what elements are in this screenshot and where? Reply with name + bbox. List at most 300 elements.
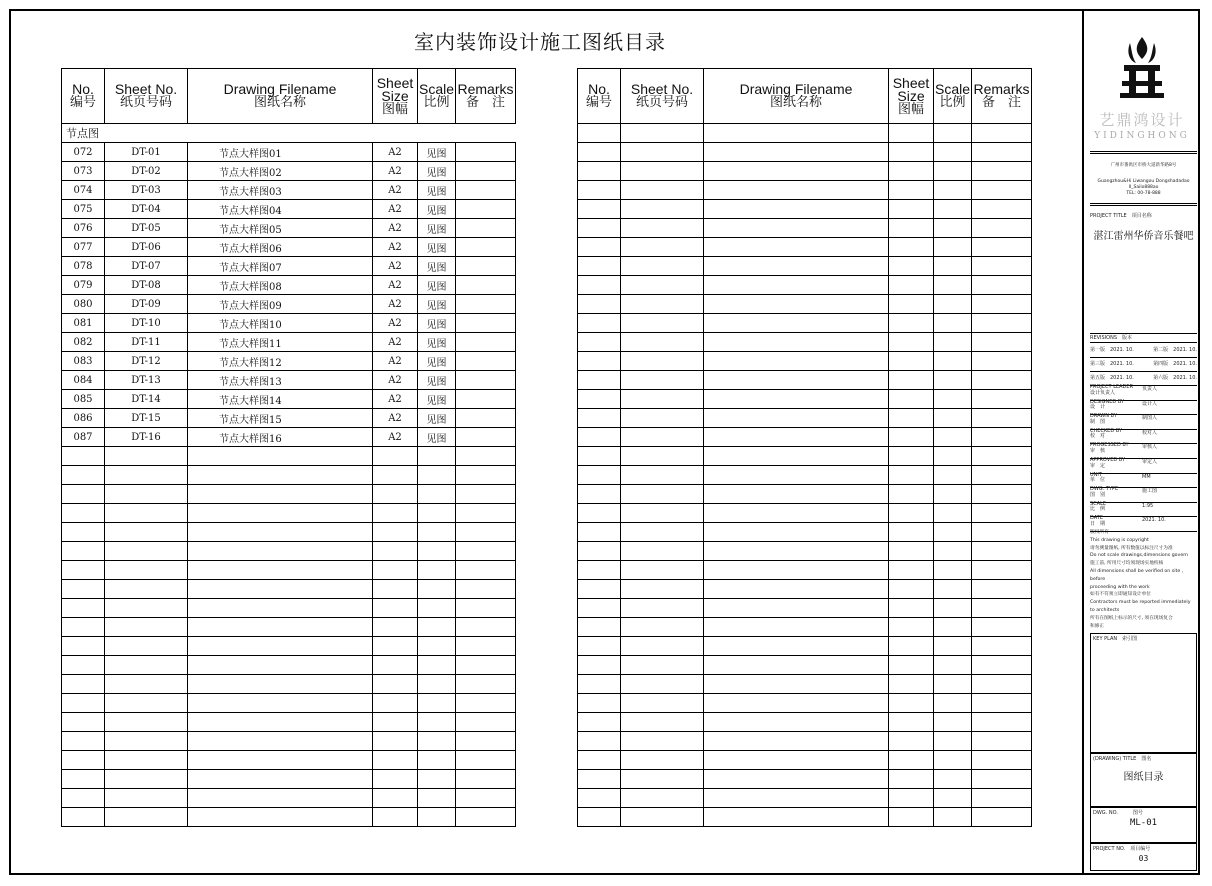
table-row <box>578 143 1032 162</box>
table-row <box>62 200 516 219</box>
cell-no <box>578 580 621 599</box>
cell-remarks <box>972 618 1032 637</box>
cell-sheet-no: DT-10 <box>105 314 188 333</box>
table-row <box>578 447 1032 466</box>
table-row <box>578 675 1032 694</box>
cell-sheet-size: A2 <box>373 143 418 162</box>
cell-scale: 见图 <box>418 428 456 447</box>
cell-no <box>578 637 621 656</box>
table-row <box>62 257 516 276</box>
col-scale-header: Scale 比例 <box>934 69 972 124</box>
cell-no <box>578 808 621 827</box>
cell-scale <box>418 447 456 466</box>
drawing-title-label: (DRAWING) TITLE 图名 <box>1093 756 1152 762</box>
cell-sheet-no <box>621 675 704 694</box>
cell-remarks <box>456 143 516 162</box>
cell-scale <box>934 675 972 694</box>
table-row <box>62 637 516 656</box>
table-row <box>62 181 516 200</box>
cell-scale <box>934 580 972 599</box>
field-label-en: DWG. TYPE <box>1090 486 1119 493</box>
cell-sheet-size <box>889 333 934 352</box>
table-header-row <box>578 69 1032 124</box>
cell-no <box>578 276 621 295</box>
cell-drawing-filename <box>704 219 889 238</box>
cell-sheet-size <box>373 447 418 466</box>
drawing-number-box <box>1090 807 1197 843</box>
company-name-cn: 艺鼎鸿设计 <box>1099 111 1185 129</box>
project-number-box <box>1090 843 1197 871</box>
key-plan-label: KEY PLAN 索引图 <box>1093 636 1138 642</box>
cell-sheet-no: DT-01 <box>105 143 188 162</box>
cell-sheet-no: DT-06 <box>105 238 188 257</box>
cell-scale: 见图 <box>418 276 456 295</box>
cell-remarks <box>972 295 1032 314</box>
cell-scale <box>418 580 456 599</box>
cell-remarks <box>456 637 516 656</box>
cell-no <box>578 618 621 637</box>
cell-remarks <box>972 561 1032 580</box>
cell-scale <box>934 542 972 561</box>
col-drawing-filename-header: Drawing Filename 图纸名称 <box>188 69 373 124</box>
cell-scale <box>934 656 972 675</box>
table-row <box>62 618 516 637</box>
cell-remarks <box>972 675 1032 694</box>
field-label-cn: 校 对 <box>1090 433 1106 440</box>
note-line: Contractors must be reported immediately <box>1090 600 1191 606</box>
titleblock-field <box>1090 502 1197 518</box>
table-row <box>62 276 516 295</box>
table-row <box>578 637 1032 656</box>
cell-no: 087 <box>62 428 105 447</box>
cell-sheet-size <box>889 789 934 808</box>
cell-scale: 见图 <box>418 333 456 352</box>
cell-no <box>578 200 621 219</box>
cell-drawing-filename: 节点大样图13 <box>188 371 373 390</box>
copyright-notes <box>1090 529 1197 630</box>
col-sheet-no-header: Sheet No. 纸页号码 <box>621 69 704 124</box>
cell-sheet-size <box>373 599 418 618</box>
cell-no <box>578 675 621 694</box>
cell-drawing-filename <box>704 428 889 447</box>
cell-no <box>578 770 621 789</box>
cell-drawing-filename <box>704 314 889 333</box>
cell-no: 085 <box>62 390 105 409</box>
cell-remarks <box>972 219 1032 238</box>
cell-scale <box>418 789 456 808</box>
cell-no <box>62 561 105 580</box>
cell-remarks <box>972 428 1032 447</box>
field-label-en: UNIT <box>1090 471 1102 478</box>
title-block <box>1082 11 1200 873</box>
field-label-cn: 日 期 <box>1090 520 1106 527</box>
cell-drawing-filename <box>704 656 889 675</box>
cell-sheet-no <box>105 466 188 485</box>
cell-no <box>578 181 621 200</box>
cell-sheet-size: A2 <box>373 276 418 295</box>
cell-sheet-size <box>373 751 418 770</box>
section-row <box>62 124 516 143</box>
table-row <box>578 485 1032 504</box>
cell-sheet-no <box>105 694 188 713</box>
cell-drawing-filename <box>704 599 889 618</box>
table-row <box>578 523 1032 542</box>
cell-sheet-size <box>889 523 934 542</box>
cell-remarks <box>972 789 1032 808</box>
cell-drawing-filename <box>188 732 373 751</box>
cell-no <box>578 656 621 675</box>
cell-scale: 见图 <box>418 409 456 428</box>
field-label-en: APPROVED BY <box>1090 457 1126 463</box>
field-value: 设计人 <box>1142 400 1158 407</box>
cell-scale: 见图 <box>418 219 456 238</box>
cell-scale <box>934 447 972 466</box>
cell-sheet-size <box>889 352 934 371</box>
cell-sheet-size <box>889 409 934 428</box>
cell-drawing-filename: 节点大样图08 <box>188 276 373 295</box>
table-row <box>578 371 1032 390</box>
cell-scale <box>418 732 456 751</box>
cell-sheet-size <box>889 656 934 675</box>
cell-no <box>62 447 105 466</box>
cell-remarks <box>972 276 1032 295</box>
cell-remarks <box>972 694 1032 713</box>
cell-sheet-no: DT-08 <box>105 276 188 295</box>
empty-cell <box>889 124 934 143</box>
revisions-label: REVISIONS 版本 <box>1090 335 1133 341</box>
cell-sheet-size <box>889 181 934 200</box>
cell-scale: 见图 <box>418 352 456 371</box>
cell-scale <box>418 523 456 542</box>
cell-no <box>62 751 105 770</box>
cell-scale <box>934 504 972 523</box>
cell-no <box>578 713 621 732</box>
cell-drawing-filename: 节点大样图07 <box>188 257 373 276</box>
cell-scale <box>934 770 972 789</box>
table-row <box>62 656 516 675</box>
cell-drawing-filename <box>188 580 373 599</box>
table-row <box>62 694 516 713</box>
cell-sheet-no <box>621 428 704 447</box>
cell-no <box>578 447 621 466</box>
cell-no <box>62 599 105 618</box>
revision-row <box>1090 346 1197 353</box>
cell-sheet-no <box>621 808 704 827</box>
table-row <box>62 542 516 561</box>
cell-remarks <box>972 181 1032 200</box>
cell-drawing-filename <box>704 618 889 637</box>
cell-drawing-filename <box>704 751 889 770</box>
cell-drawing-filename <box>188 447 373 466</box>
cell-scale: 见图 <box>418 143 456 162</box>
cell-sheet-size: A2 <box>373 314 418 333</box>
col-drawing-filename-header: Drawing Filename 图纸名称 <box>704 69 889 124</box>
cell-sheet-no <box>621 694 704 713</box>
cell-no: 076 <box>62 219 105 238</box>
cell-sheet-size <box>889 580 934 599</box>
cell-drawing-filename <box>704 181 889 200</box>
cell-sheet-size <box>889 599 934 618</box>
cell-sheet-size <box>889 561 934 580</box>
cell-remarks <box>456 580 516 599</box>
table-row <box>578 238 1032 257</box>
note-line: proceeding with the work <box>1090 584 1150 590</box>
table-row <box>62 238 516 257</box>
cell-sheet-no <box>621 466 704 485</box>
field-value: MM <box>1142 473 1151 480</box>
cell-remarks <box>456 751 516 770</box>
drawing-title-box <box>1090 753 1197 807</box>
cell-no <box>578 561 621 580</box>
cell-sheet-no: DT-14 <box>105 390 188 409</box>
cell-no: 083 <box>62 352 105 371</box>
col-scale-header: Scale 比例 <box>418 69 456 124</box>
cell-drawing-filename <box>704 523 889 542</box>
table-row <box>62 295 516 314</box>
cell-remarks <box>456 789 516 808</box>
cell-sheet-no: DT-12 <box>105 352 188 371</box>
cell-drawing-filename <box>704 200 889 219</box>
cell-no <box>578 314 621 333</box>
cell-scale <box>934 219 972 238</box>
cell-sheet-size: A2 <box>373 200 418 219</box>
note-line: Do not scale drawings,dimensions govern <box>1090 553 1189 559</box>
cell-scale <box>934 200 972 219</box>
cell-sheet-size: A2 <box>373 181 418 200</box>
cell-drawing-filename <box>704 485 889 504</box>
cell-sheet-no <box>621 580 704 599</box>
cell-sheet-size <box>889 637 934 656</box>
cell-remarks <box>972 409 1032 428</box>
cell-drawing-filename <box>704 238 889 257</box>
cell-sheet-no: DT-11 <box>105 333 188 352</box>
cell-sheet-no <box>621 637 704 656</box>
revision-entry: 第一版 2021. 10. <box>1090 347 1134 353</box>
cell-drawing-filename <box>188 561 373 580</box>
cell-scale <box>418 485 456 504</box>
cell-sheet-no <box>621 295 704 314</box>
cell-sheet-size <box>373 466 418 485</box>
cell-sheet-no <box>105 580 188 599</box>
cell-no <box>578 466 621 485</box>
revision-row <box>1090 360 1197 367</box>
cell-remarks <box>456 770 516 789</box>
cell-sheet-no <box>621 162 704 181</box>
field-label-cn: 设计负责人 <box>1090 389 1116 396</box>
cell-remarks <box>456 276 516 295</box>
cell-drawing-filename <box>188 770 373 789</box>
cell-no <box>62 542 105 561</box>
cell-sheet-size: A2 <box>373 428 418 447</box>
cell-drawing-filename: 节点大样图11 <box>188 333 373 352</box>
cell-remarks <box>456 485 516 504</box>
cell-sheet-no <box>105 808 188 827</box>
cell-sheet-no <box>105 713 188 732</box>
cell-scale <box>934 751 972 770</box>
revision-entry: 第四版 2021. 10. <box>1153 361 1197 367</box>
empty-cell <box>934 124 972 143</box>
field-label-cn: 审 定 <box>1090 462 1106 469</box>
cell-sheet-size <box>373 770 418 789</box>
cell-drawing-filename <box>188 523 373 542</box>
cell-no <box>62 732 105 751</box>
cell-sheet-no <box>621 599 704 618</box>
cell-sheet-no <box>105 599 188 618</box>
cell-drawing-filename: 节点大样图16 <box>188 428 373 447</box>
cell-scale <box>418 618 456 637</box>
cell-sheet-no <box>621 751 704 770</box>
field-label-cn: 图 别 <box>1090 491 1106 498</box>
cell-no <box>62 466 105 485</box>
col-sheet-size-header: Sheet Size 图幅 <box>373 69 418 124</box>
cell-scale <box>418 637 456 656</box>
col-no-header: No. 编号 <box>62 69 105 124</box>
company-tel: TEL: 00-78-888 <box>1126 191 1161 196</box>
cell-remarks <box>456 200 516 219</box>
empty-cell <box>621 124 704 143</box>
cell-sheet-size: A2 <box>373 219 418 238</box>
col-remarks-header: Remarks 备 注 <box>456 69 516 124</box>
col-remarks-header: Remarks 备 注 <box>972 69 1032 124</box>
cell-scale <box>418 656 456 675</box>
table-row <box>578 257 1032 276</box>
cell-sheet-size: A2 <box>373 162 418 181</box>
table-row <box>62 409 516 428</box>
cell-scale <box>934 485 972 504</box>
cell-remarks <box>456 618 516 637</box>
cell-sheet-no: DT-03 <box>105 181 188 200</box>
cell-sheet-no <box>621 561 704 580</box>
table-row <box>578 276 1032 295</box>
cell-sheet-size <box>889 466 934 485</box>
cell-drawing-filename <box>188 599 373 618</box>
table-row <box>578 732 1032 751</box>
cell-sheet-no <box>621 789 704 808</box>
cell-sheet-no: DT-09 <box>105 295 188 314</box>
table-row <box>578 618 1032 637</box>
cell-no <box>578 694 621 713</box>
cell-drawing-filename <box>188 789 373 808</box>
cell-no <box>62 808 105 827</box>
empty-cell <box>972 124 1032 143</box>
cell-sheet-no <box>621 504 704 523</box>
cell-no: 080 <box>62 295 105 314</box>
note-line: 版权所有 <box>1090 530 1109 535</box>
cell-remarks <box>972 333 1032 352</box>
table-row <box>62 523 516 542</box>
cell-scale <box>934 257 972 276</box>
cell-sheet-no <box>105 523 188 542</box>
table-row <box>62 789 516 808</box>
cell-no: 073 <box>62 162 105 181</box>
table-row <box>62 504 516 523</box>
cell-sheet-size: A2 <box>373 257 418 276</box>
table-row <box>578 162 1032 181</box>
cell-sheet-size <box>373 675 418 694</box>
field-value: 制图人 <box>1142 415 1158 422</box>
cell-drawing-filename: 节点大样图06 <box>188 238 373 257</box>
cell-scale <box>934 789 972 808</box>
field-label-en: DESIGNED BY <box>1090 398 1125 405</box>
cell-drawing-filename <box>188 713 373 732</box>
cell-sheet-size <box>889 504 934 523</box>
cell-scale <box>934 637 972 656</box>
note-line: 和修正 <box>1090 623 1105 629</box>
cell-sheet-size <box>889 770 934 789</box>
cell-scale <box>934 162 972 181</box>
cell-scale <box>934 390 972 409</box>
field-value: 负责人 <box>1142 386 1158 392</box>
table-row <box>578 466 1032 485</box>
cell-remarks <box>972 162 1032 181</box>
cell-remarks <box>456 732 516 751</box>
section-row <box>578 124 1032 143</box>
cell-remarks <box>456 238 516 257</box>
cell-remarks <box>456 257 516 276</box>
cell-sheet-size <box>889 428 934 447</box>
cell-sheet-no <box>105 485 188 504</box>
table-row <box>62 675 516 694</box>
cell-scale: 见图 <box>418 200 456 219</box>
cell-sheet-size <box>373 618 418 637</box>
cell-sheet-no <box>621 314 704 333</box>
cell-sheet-size <box>889 713 934 732</box>
cell-drawing-filename: 节点大样图04 <box>188 200 373 219</box>
table-row <box>62 751 516 770</box>
cell-remarks <box>972 599 1032 618</box>
cell-sheet-size <box>373 808 418 827</box>
cell-remarks <box>456 466 516 485</box>
cell-sheet-no <box>105 656 188 675</box>
table-row <box>578 656 1032 675</box>
key-plan-box <box>1090 633 1197 753</box>
cell-drawing-filename <box>704 675 889 694</box>
cell-sheet-size <box>373 694 418 713</box>
cell-sheet-no: DT-04 <box>105 200 188 219</box>
field-label-en: CHECKED BY <box>1090 427 1122 434</box>
cell-remarks <box>456 409 516 428</box>
cell-drawing-filename <box>704 542 889 561</box>
table-row <box>62 314 516 333</box>
cell-remarks <box>456 504 516 523</box>
cell-scale <box>934 599 972 618</box>
cell-scale <box>934 561 972 580</box>
cell-remarks <box>972 656 1032 675</box>
table-row <box>62 447 516 466</box>
cell-remarks <box>972 523 1032 542</box>
table-row <box>62 390 516 409</box>
cell-scale: 见图 <box>418 238 456 257</box>
cell-scale <box>934 314 972 333</box>
cell-scale <box>418 504 456 523</box>
cell-no <box>62 618 105 637</box>
cell-sheet-size <box>889 542 934 561</box>
cell-remarks <box>972 371 1032 390</box>
cell-sheet-size <box>373 485 418 504</box>
cell-sheet-no: DT-13 <box>105 371 188 390</box>
titleblock-field <box>1090 458 1197 474</box>
drawing-index-table-right <box>577 68 1032 827</box>
cell-drawing-filename: 节点大样图09 <box>188 295 373 314</box>
cell-sheet-no <box>621 352 704 371</box>
table-row <box>62 428 516 447</box>
cell-drawing-filename <box>188 694 373 713</box>
cell-sheet-size <box>373 523 418 542</box>
cell-drawing-filename <box>704 352 889 371</box>
cell-no <box>578 409 621 428</box>
cell-sheet-no <box>621 732 704 751</box>
table-row <box>578 390 1032 409</box>
